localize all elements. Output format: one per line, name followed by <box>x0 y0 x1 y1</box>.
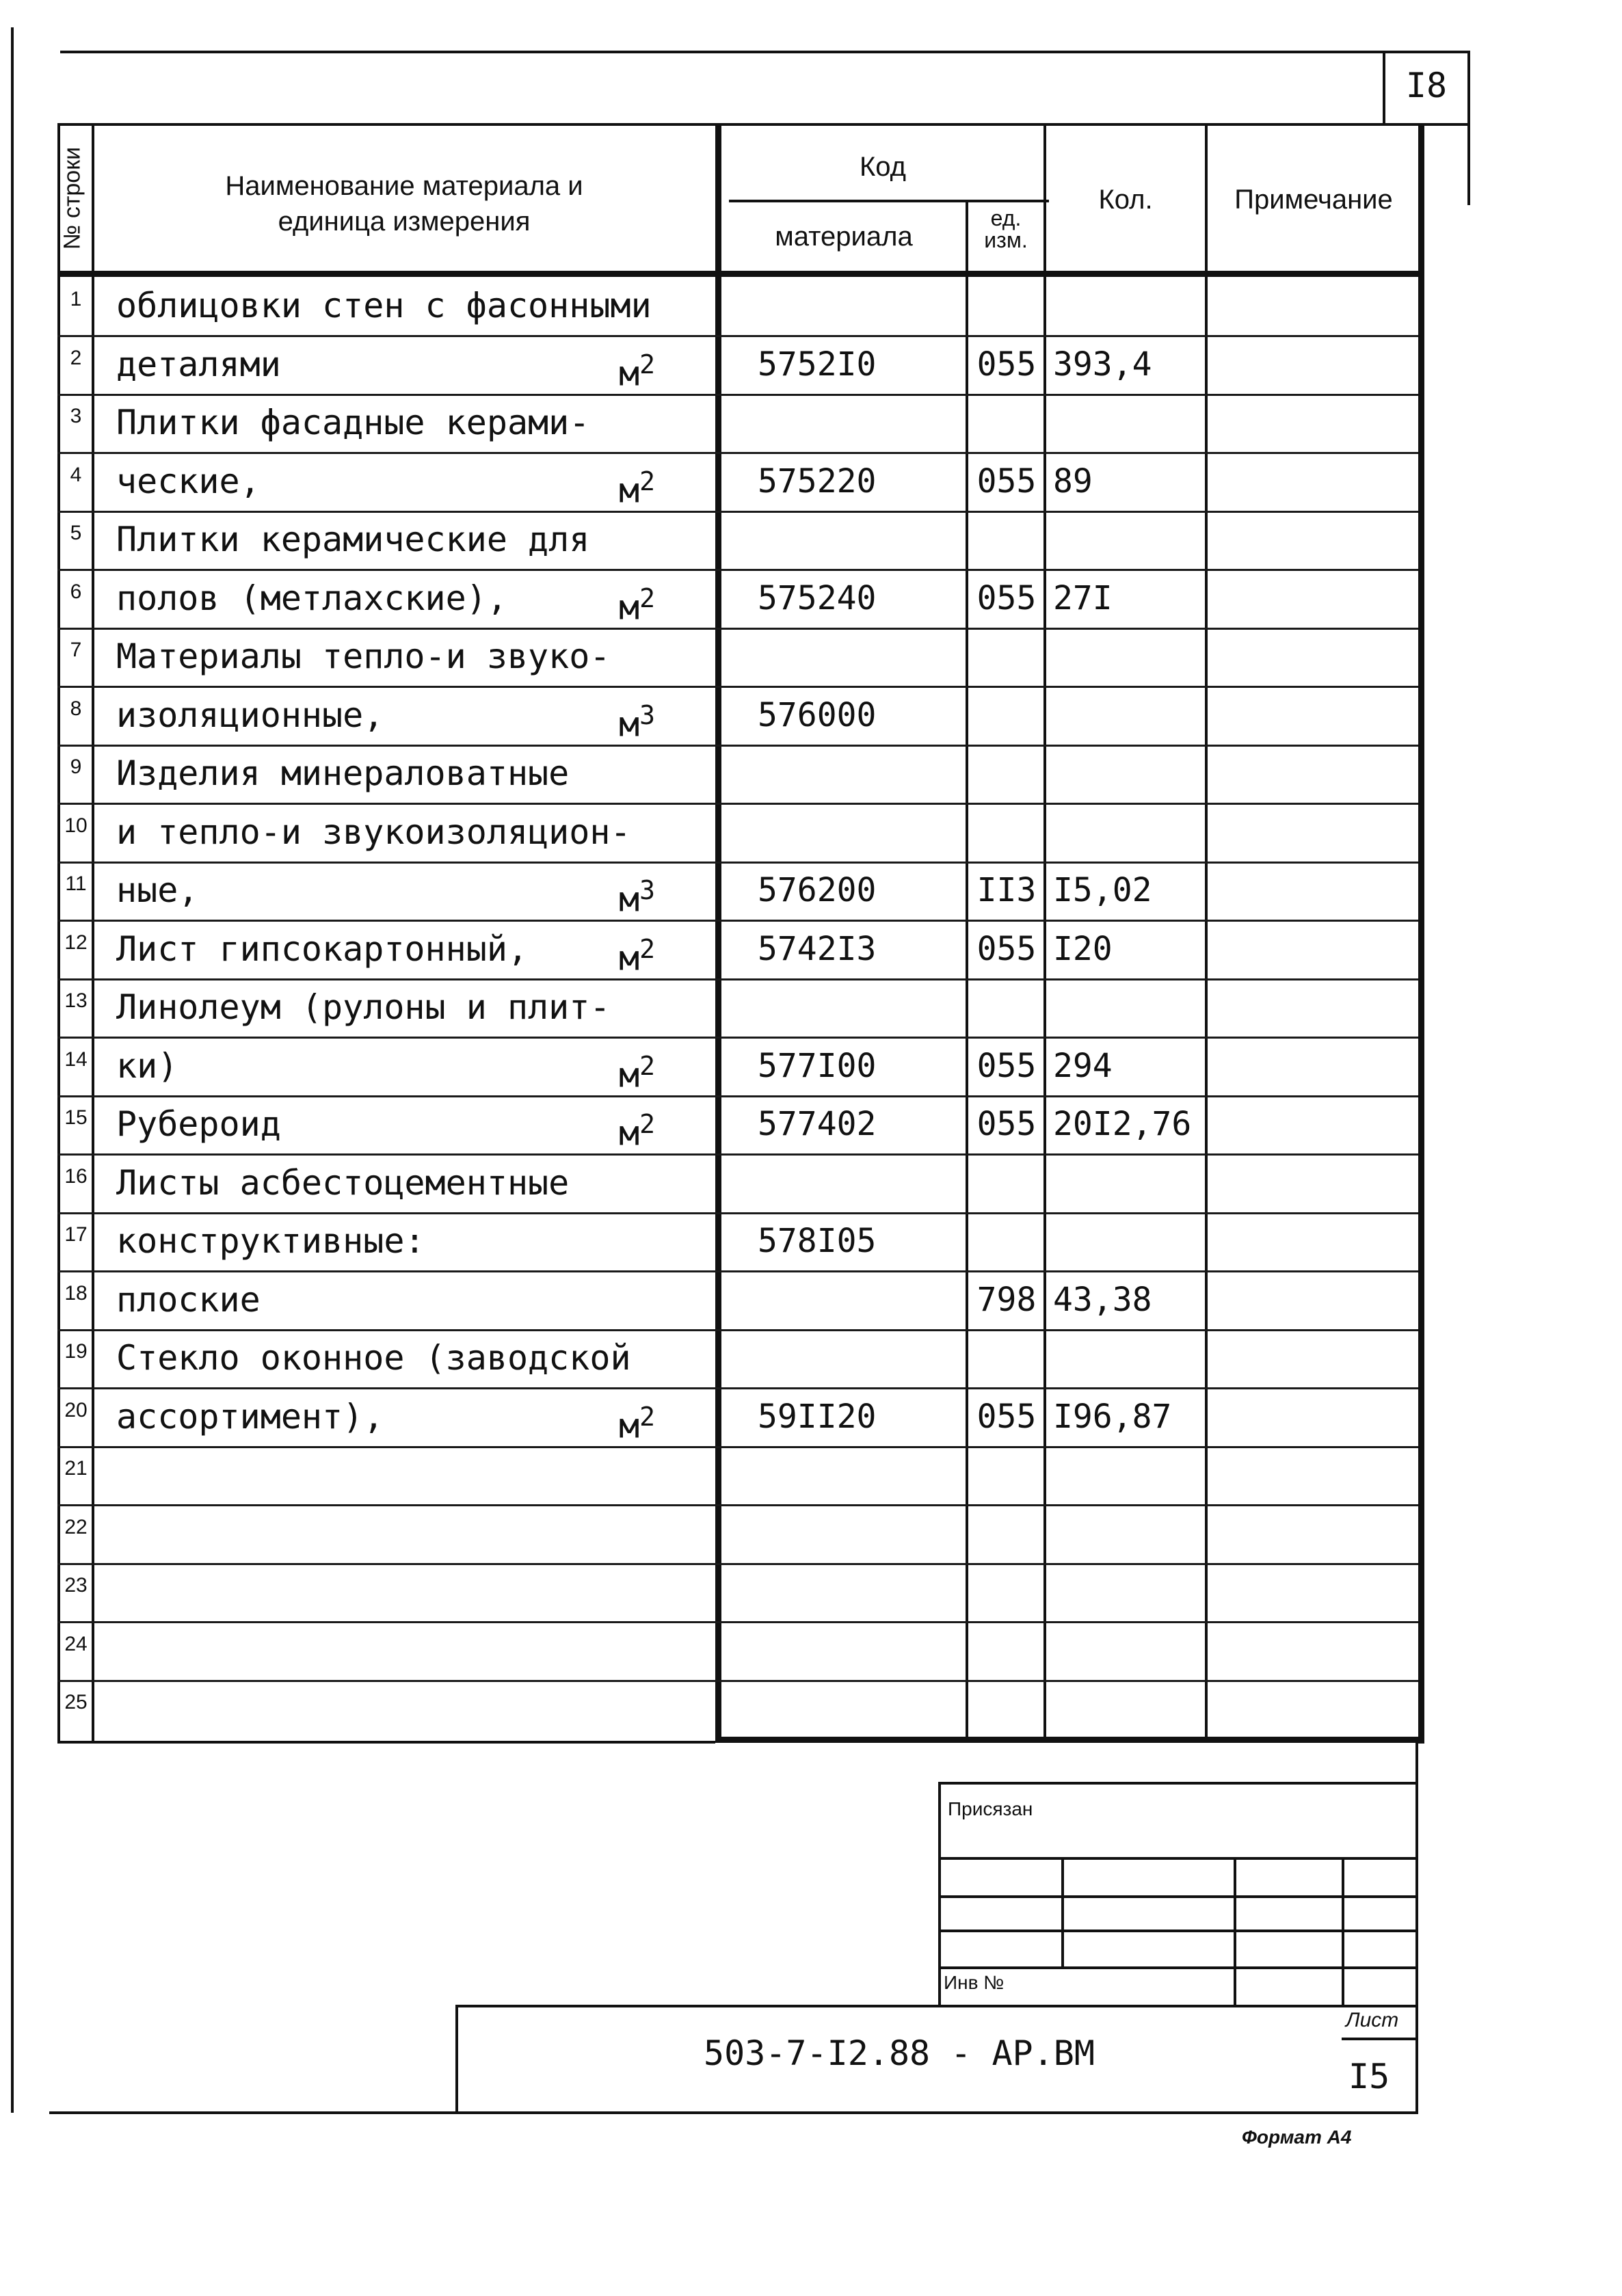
unit-symbol: м <box>619 1113 640 1153</box>
material-code <box>758 511 963 570</box>
col-line-unit <box>1043 123 1046 1739</box>
material-code <box>758 1329 963 1388</box>
unit-code: 055 <box>976 929 1037 968</box>
table-header-bottom-line <box>57 271 1424 277</box>
header-name-line2: единица измерения <box>278 206 531 237</box>
row-number: 13 <box>64 989 88 1012</box>
unit-code <box>970 1212 1043 1271</box>
material-code <box>758 1154 963 1213</box>
unit-symbol: м <box>619 879 640 920</box>
col-line-name <box>715 123 721 1739</box>
unit-code <box>970 1680 1043 1739</box>
quantity <box>1053 511 1205 570</box>
unit-cell <box>619 803 708 862</box>
material-name: ки) <box>116 1045 178 1086</box>
unit-code: 055 <box>976 1105 1037 1143</box>
material-name <box>116 1680 691 1739</box>
row-number: 12 <box>64 931 88 954</box>
stamp-sheet-number: I5 <box>1348 2057 1390 2096</box>
unit-code: 055 <box>976 578 1037 617</box>
unit-code: 055 <box>976 1397 1037 1436</box>
material-code: 59II20 <box>758 1397 877 1436</box>
frame-right-line <box>1415 1741 1418 2114</box>
row-number: 25 <box>64 1691 88 1713</box>
material-name: ческие, <box>116 461 261 501</box>
quantity: 393,4 <box>1053 345 1152 384</box>
unit-code <box>970 1622 1043 1681</box>
unit-code <box>970 277 1043 336</box>
unit-code <box>970 1329 1043 1388</box>
quantity: 43,38 <box>1053 1280 1152 1319</box>
unit-symbol: м <box>619 938 640 978</box>
quantity <box>1053 1329 1205 1388</box>
unit-cell <box>619 978 708 1037</box>
unit-cell <box>619 1271 708 1330</box>
unit-code <box>970 1446 1043 1505</box>
quantity <box>1053 1505 1205 1564</box>
unit-exponent: 2 <box>639 466 655 496</box>
unit-symbol: м <box>619 1406 640 1446</box>
code-subheader-line <box>729 200 1049 202</box>
material-name <box>116 1446 691 1505</box>
material-name: изоляционные, <box>116 695 384 735</box>
material-code <box>758 978 963 1037</box>
unit-cell <box>619 1622 708 1681</box>
quantity <box>1053 394 1205 453</box>
row-number: 3 <box>70 405 82 427</box>
quantity <box>1053 745 1205 803</box>
material-code <box>758 745 963 803</box>
quantity: 27I <box>1053 578 1113 617</box>
quantity: I20 <box>1053 929 1113 968</box>
row-number: 23 <box>64 1574 88 1597</box>
row-number: 6 <box>70 580 82 603</box>
material-name: конструктивные: <box>116 1221 425 1261</box>
stamp-inv-label: Инв № <box>944 1972 1005 1993</box>
row-number: 16 <box>64 1164 88 1188</box>
material-name: облицовки стен с фасонными <box>116 286 652 325</box>
unit-exponent: 2 <box>639 1109 655 1139</box>
material-name: деталями <box>116 344 281 384</box>
material-name: плоские <box>116 1279 261 1320</box>
unit-symbol: м <box>619 704 640 745</box>
material-code <box>758 277 963 336</box>
sheet-corner-number: I8 <box>1405 66 1448 105</box>
unit-code: 055 <box>976 462 1037 500</box>
col-line-qty <box>1205 123 1208 1739</box>
quantity <box>1053 1622 1205 1681</box>
row-number: 21 <box>64 1457 88 1480</box>
unit-cell <box>619 745 708 803</box>
unit-code <box>970 1154 1043 1213</box>
stamp-grid-col <box>1061 1857 1064 1966</box>
unit-cell <box>619 1212 708 1271</box>
quantity <box>1053 1680 1205 1739</box>
header-name-line1: Наименование материала и <box>225 171 583 201</box>
header-code-material: материала <box>775 222 913 252</box>
header-note: Примечание <box>1234 185 1393 215</box>
material-code: 5752I0 <box>758 345 877 384</box>
row-number: 8 <box>70 697 82 720</box>
material-code: 576000 <box>758 695 877 734</box>
unit-code <box>970 686 1043 745</box>
quantity: I5,02 <box>1053 871 1152 909</box>
unit-cell <box>619 1388 708 1447</box>
row-number: 7 <box>70 639 82 661</box>
material-code: 578I05 <box>758 1222 877 1260</box>
unit-cell <box>619 1505 708 1564</box>
unit-code <box>970 803 1043 862</box>
row-number: 4 <box>70 463 82 486</box>
stamp-document-code: 503-7-I2.88 - АР.ВМ <box>704 2033 1095 2073</box>
unit-code: 055 <box>976 345 1037 384</box>
unit-exponent: 2 <box>639 349 655 379</box>
material-code <box>758 1505 963 1564</box>
row-number: 19 <box>64 1340 88 1363</box>
unit-cell <box>619 1154 708 1213</box>
row-number: 5 <box>70 522 82 544</box>
unit-cell <box>619 1329 708 1388</box>
material-code <box>758 1446 963 1505</box>
header-code: Код <box>859 152 906 182</box>
header-code-unit-1: ед. <box>990 206 1022 230</box>
quantity: I96,87 <box>1053 1397 1172 1436</box>
quantity <box>1053 686 1205 745</box>
unit-code <box>970 1563 1043 1622</box>
stamp-doc-top <box>455 2005 1418 2007</box>
unit-code <box>970 745 1043 803</box>
unit-code <box>970 1505 1043 1564</box>
quantity <box>1053 1212 1205 1271</box>
material-code: 577402 <box>758 1105 877 1143</box>
material-code: 576200 <box>758 871 877 909</box>
material-name: Лист гипсокартонный, <box>116 929 529 969</box>
material-code <box>758 628 963 686</box>
unit-code <box>970 628 1043 686</box>
quantity <box>1053 803 1205 862</box>
material-name: полов (метлахские), <box>116 578 507 618</box>
row-number: 20 <box>64 1398 88 1421</box>
row-number: 15 <box>64 1106 88 1129</box>
unit-exponent: 3 <box>639 699 655 730</box>
unit-cell <box>619 628 708 686</box>
quantity: 89 <box>1053 462 1093 500</box>
unit-cell <box>619 453 708 511</box>
material-code: 575220 <box>758 462 877 500</box>
material-code <box>758 1680 963 1739</box>
unit-code: 055 <box>976 1046 1037 1085</box>
frame-left-line <box>11 27 14 2113</box>
unit-symbol: м <box>619 1055 640 1095</box>
col-line-rowno <box>92 123 94 1742</box>
unit-exponent: 2 <box>639 933 655 964</box>
material-code <box>758 1622 963 1681</box>
unit-symbol: м <box>619 470 640 511</box>
format-label: Формат А4 <box>1242 2126 1352 2148</box>
quantity <box>1053 277 1205 336</box>
quantity <box>1053 978 1205 1037</box>
material-code: 577I00 <box>758 1046 877 1085</box>
unit-cell <box>619 336 708 395</box>
unit-cell <box>619 1680 708 1739</box>
unit-cell <box>619 686 708 745</box>
material-name: ассортимент), <box>116 1396 384 1437</box>
col-line-code <box>966 200 968 1739</box>
unit-cell <box>619 277 708 336</box>
quantity <box>1053 628 1205 686</box>
unit-cell <box>619 1563 708 1622</box>
row-number: 14 <box>64 1047 88 1071</box>
unit-code: II3 <box>976 871 1037 909</box>
quantity: 20I2,76 <box>1053 1105 1192 1143</box>
row-number: 18 <box>64 1281 88 1305</box>
header-quantity: Кол. <box>1098 185 1153 215</box>
material-name: Стекло оконное (заводской <box>116 1338 631 1378</box>
unit-symbol: м <box>619 353 640 394</box>
row-number: 24 <box>64 1632 88 1655</box>
unit-cell <box>619 570 708 628</box>
table-bottom-line-left <box>57 1741 715 1744</box>
quantity <box>1053 1563 1205 1622</box>
row-number: 2 <box>70 346 82 369</box>
unit-exponent: 2 <box>639 583 655 613</box>
material-name: Изделия минераловатные <box>116 753 570 793</box>
material-name <box>116 1505 691 1564</box>
row-number: 22 <box>64 1515 88 1538</box>
unit-code <box>970 978 1043 1037</box>
stamp-grid-line <box>938 1895 1418 1898</box>
frame-bottom-line <box>49 2111 1418 2114</box>
unit-cell <box>619 511 708 570</box>
table-header-top-line <box>57 123 1470 126</box>
material-name: Плитки фасадные керами- <box>116 403 590 442</box>
stamp-grid-col <box>1342 1857 1344 2007</box>
unit-code: 798 <box>976 1280 1037 1319</box>
material-code: 5742I3 <box>758 929 877 968</box>
stamp-attached-left <box>938 1782 941 2007</box>
unit-cell <box>619 1095 708 1154</box>
stamp-grid-line <box>938 1857 1418 1860</box>
unit-code <box>970 394 1043 453</box>
material-code: 575240 <box>758 578 877 617</box>
stamp-attached-top <box>938 1782 1418 1785</box>
stamp-grid-line <box>938 1966 1418 1969</box>
material-name: Линолеум (рулоны и плит- <box>116 987 611 1027</box>
stamp-attached-label: Присязан <box>948 1798 1033 1819</box>
material-name: Листы асбестоцементные <box>116 1162 570 1203</box>
row-number: 10 <box>64 814 88 837</box>
material-code <box>758 803 963 862</box>
header-code-unit-2: изм. <box>984 228 1028 252</box>
col-line-note <box>1418 123 1424 1744</box>
unit-cell <box>619 1037 708 1096</box>
frame-top-line <box>60 51 1470 53</box>
quantity <box>1053 1154 1205 1213</box>
material-code <box>758 394 963 453</box>
quantity <box>1053 1446 1205 1505</box>
unit-cell <box>619 920 708 979</box>
material-name: Рубероид <box>116 1104 281 1144</box>
stamp-sheet-divider <box>1342 2038 1418 2040</box>
unit-symbol: м <box>619 587 640 628</box>
unit-cell <box>619 1446 708 1505</box>
unit-cell <box>619 862 708 920</box>
header-row-no: № строки <box>59 146 85 250</box>
material-name: и тепло-и звукоизоляцион- <box>116 812 631 852</box>
unit-exponent: 2 <box>639 1050 655 1081</box>
stamp-grid-col <box>1234 1857 1236 2006</box>
col-line-far-right <box>1467 123 1470 205</box>
material-name <box>116 1622 691 1681</box>
row-number: 9 <box>70 756 82 778</box>
unit-code <box>970 511 1043 570</box>
stamp-grid-line <box>938 1930 1418 1932</box>
unit-exponent: 3 <box>639 875 655 905</box>
material-code <box>758 1563 963 1622</box>
quantity: 294 <box>1053 1046 1113 1085</box>
unit-exponent: 2 <box>639 1401 655 1432</box>
material-name <box>116 1563 691 1622</box>
row-number: 17 <box>64 1223 88 1246</box>
material-name: Плитки керамические для <box>116 520 590 559</box>
material-name: Материалы тепло-и звуко- <box>116 637 611 676</box>
stamp-sheet-label: Лист <box>1346 2009 1399 2031</box>
material-name: ные, <box>116 870 199 910</box>
material-code <box>758 1271 963 1330</box>
row-number: 11 <box>65 872 87 895</box>
unit-cell <box>619 394 708 453</box>
row-number: 1 <box>70 288 82 310</box>
